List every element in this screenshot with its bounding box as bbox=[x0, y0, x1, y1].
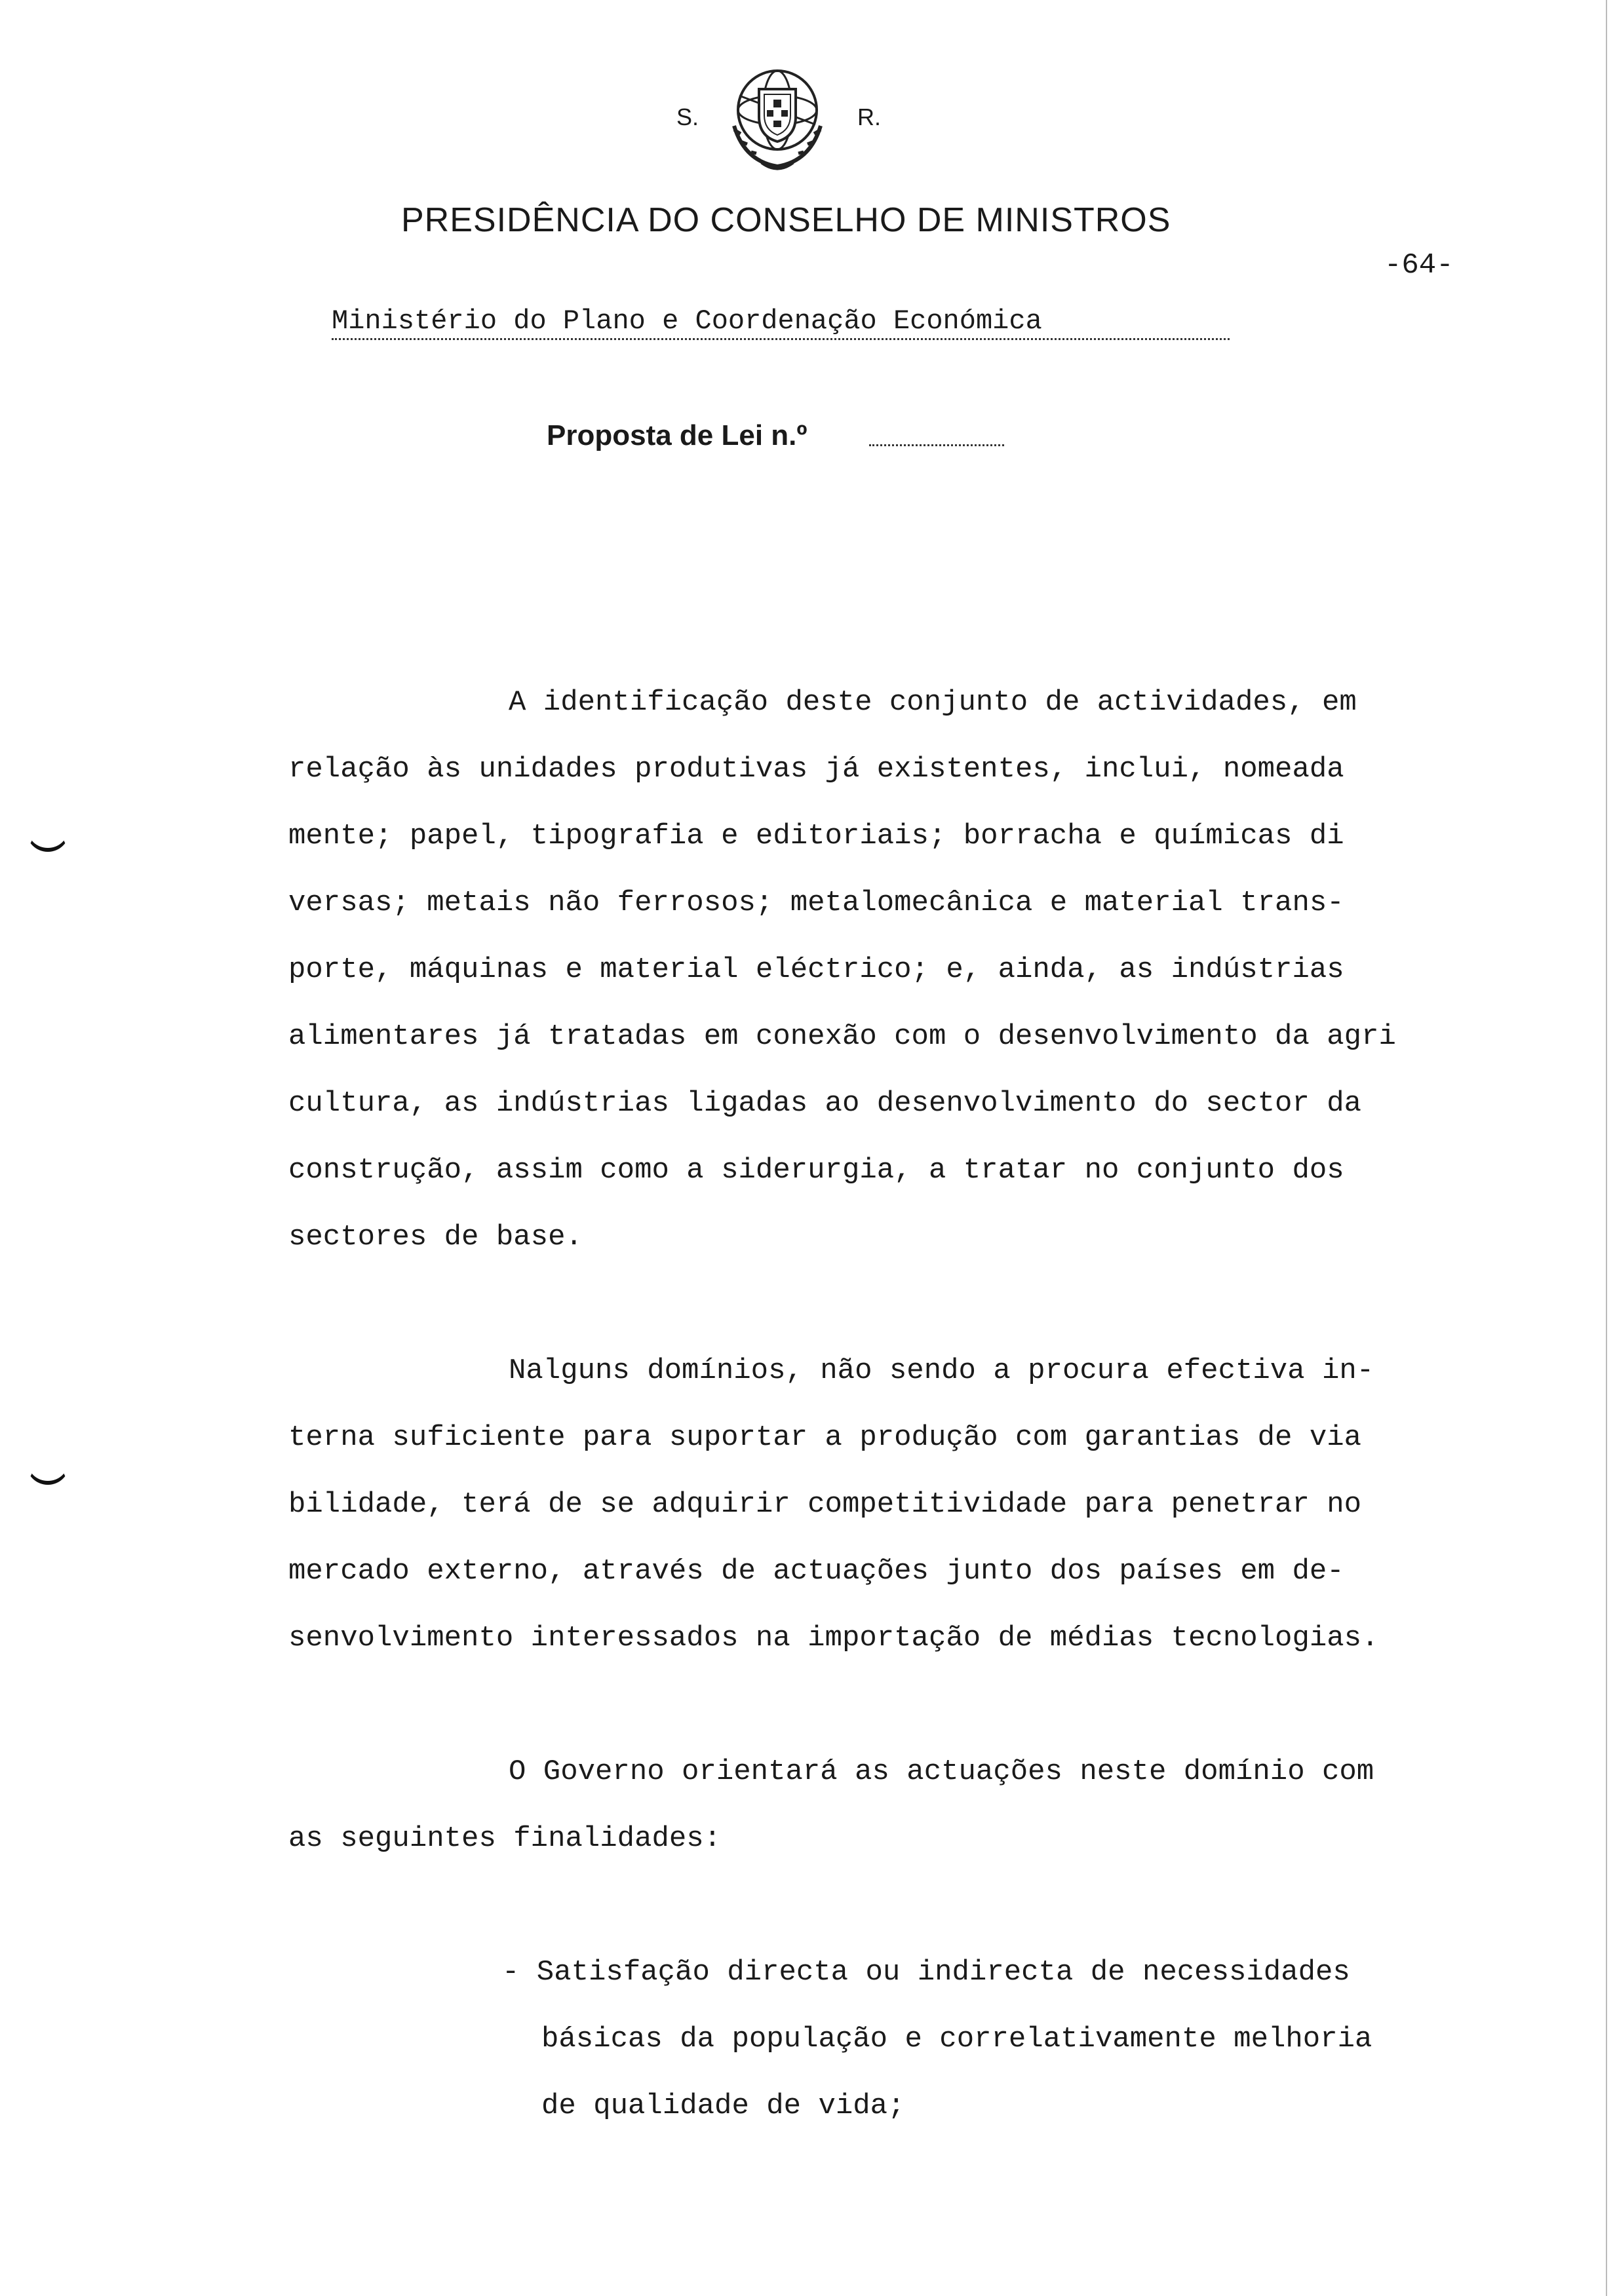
header-right-mark: R. bbox=[857, 104, 881, 130]
header-left-mark: S. bbox=[676, 104, 699, 130]
body-line: cultura, as indústrias ligadas ao desenvolvimento do sector da bbox=[288, 1087, 1362, 1120]
body-line: mente; papel, tipografia e editoriais; borracha e químicas di bbox=[288, 820, 1344, 852]
body-line: relação às unidades produtivas já existentes, inclui, nomeada bbox=[288, 753, 1344, 786]
office-title: PRESIDÊNCIA DO CONSELHO DE MINISTROS bbox=[401, 201, 1171, 239]
punch-hole-mark bbox=[26, 1455, 69, 1485]
list-item-line: - Satisfação directa ou indirecta de necessidades bbox=[502, 1956, 1350, 1989]
body-line: A identificação deste conjunto de actividades, em bbox=[509, 686, 1357, 719]
body-line: bilidade, terá de se adquirir competitividade para penetrar no bbox=[288, 1488, 1362, 1521]
body-line: mercado externo, através de actuações junto dos países em de- bbox=[288, 1555, 1344, 1588]
coat-of-arms-icon bbox=[725, 63, 830, 174]
ministry-name: Ministério do Plano e Coordenação Económica bbox=[332, 305, 1230, 340]
scan-edge-line bbox=[1606, 0, 1607, 2296]
body-line: senvolvimento interessados na importação de médias tecnologias. bbox=[288, 1622, 1379, 1655]
proposal-label: Proposta de Lei n.º bbox=[547, 419, 808, 451]
list-item-line: de qualidade de vida; bbox=[541, 2090, 905, 2122]
body-line: versas; metais não ferrosos; metalomecânica e material trans- bbox=[288, 887, 1344, 919]
body-line: porte, máquinas e material eléctrico; e, ainda, as indústrias bbox=[288, 953, 1344, 986]
list-item-line: básicas da população e correlativamente melhoria bbox=[541, 2023, 1372, 2056]
body-line: terna suficiente para suportar a produção com garantias de via bbox=[288, 1421, 1362, 1454]
body-line: as seguintes finalidades: bbox=[288, 1822, 722, 1855]
body-line: construção, assim como a siderurgia, a tratar no conjunto dos bbox=[288, 1154, 1344, 1187]
body-line: sectores de base. bbox=[288, 1221, 583, 1253]
body-line: alimentares já tratadas em conexão com o desenvolvimento da agri bbox=[288, 1020, 1396, 1053]
body-line: O Governo orientará as actuações neste domínio com bbox=[509, 1755, 1374, 1788]
body-line: Nalguns domínios, não sendo a procura efectiva in- bbox=[509, 1354, 1374, 1387]
page-number: -64- bbox=[1384, 249, 1454, 282]
punch-hole-mark bbox=[26, 822, 69, 852]
proposal-number-blank bbox=[869, 444, 1004, 446]
